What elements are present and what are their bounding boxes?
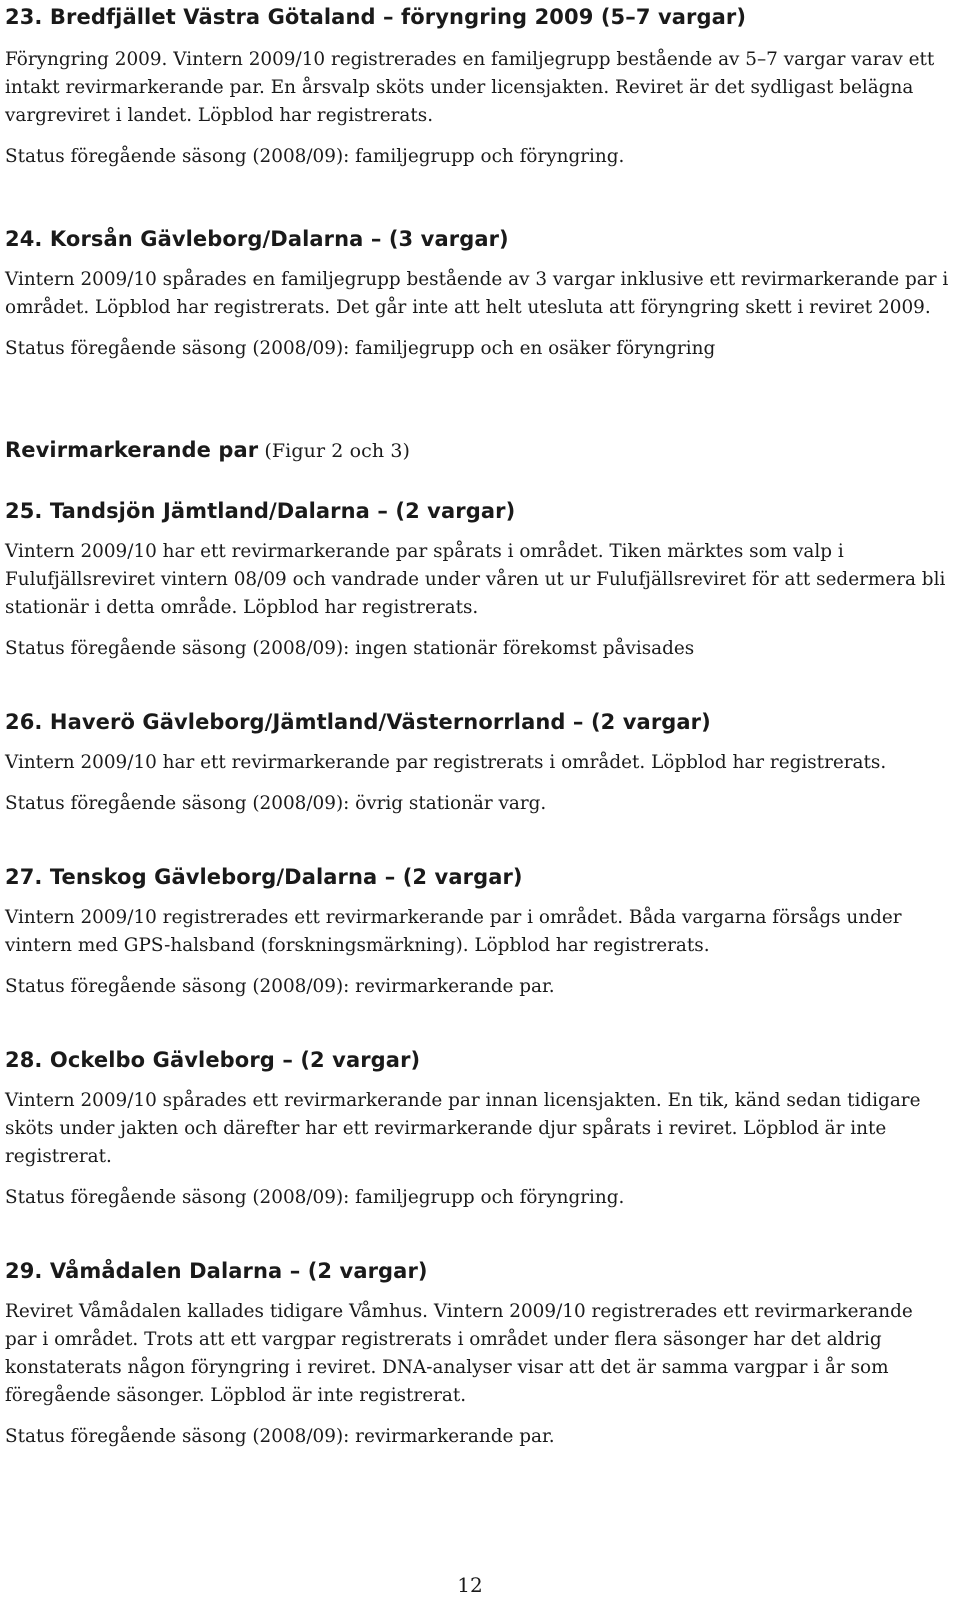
figure-reference: (Figur 2 och 3) — [258, 440, 411, 462]
section-heading: 28. Ockelbo Gävleborg – (2 vargar) — [5, 1048, 421, 1072]
subheading-revirmarkerande-par — [5, 437, 950, 464]
section-body: Vintern 2009/10 har ett revirmarkerande par spårats i området. Tiken märktes som valp i Fulufjällsreviret vintern 08/09 och vandrade under våren ut ur Fulufjällsreviret för att sedermera bli stationär i detta område. Löpblod har registrerats. — [5, 541, 946, 618]
section-heading: 29. Våmådalen Dalarna – (2 vargar) — [5, 1259, 428, 1283]
section-body: Vintern 2009/10 registrerades ett revirmarkerande par i området. Båda vargarna försågs under vintern med GPS-halsband (forskningsmärkning). Löpblod har registrerats. — [5, 907, 902, 956]
section-heading: 25. Tandsjön Jämtland/Dalarna – (2 vargar) — [5, 499, 516, 523]
section-heading: 23. Bredfjället Västra Götaland – föryngring 2009 (5–7 vargar) — [5, 5, 747, 29]
section-27-tenskog — [5, 864, 950, 1001]
section-status: Status föregående säsong (2008/09): ingen stationär förekomst påvisades — [5, 638, 695, 659]
section-26-havero — [5, 709, 950, 818]
section-body: Föryngring 2009. Vintern 2009/10 registrerades en familjegrupp bestående av 5–7 vargar varav ett intakt revirmarkerande par. En årsvalp sköts under licensjakten. Reviret är det sydligast belägna vargreviret i landet. Löpblod har registrerats. — [5, 49, 935, 126]
section-body: Reviret Våmådalen kallades tidigare Våmhus. Vintern 2009/10 registrerades ett revirmarkerande par i området. Trots att ett vargpar registrerats i området under flera säsonger har det aldrig konstaterats någon föryngring i reviret. DNA-analyser visar att det är samma vargpar i år som föregående säsonger. Löpblod är inte registrerat. — [5, 1301, 913, 1406]
section-status: Status föregående säsong (2008/09): revirmarkerande par. — [5, 976, 555, 997]
section-heading: 26. Haverö Gävleborg/Jämtland/Västernorrland – (2 vargar) — [5, 710, 711, 734]
section-body: Vintern 2009/10 spårades ett revirmarkerande par innan licensjakten. En tik, känd sedan tidigare sköts under jakten och därefter har ett revirmarkerande djur spårats i reviret. Löpblod är inte registrerat. — [5, 1090, 921, 1167]
category-heading — [5, 437, 950, 464]
section-status: Status föregående säsong (2008/09): familjegrupp och en osäker föryngring — [5, 338, 716, 359]
section-23-bredfjallet — [5, 4, 950, 171]
section-heading: 27. Tenskog Gävleborg/Dalarna – (2 vargar) — [5, 865, 523, 889]
section-status: Status föregående säsong (2008/09): familjegrupp och föryngring. — [5, 146, 625, 167]
section-29-vamadalen — [5, 1258, 950, 1451]
page-number: 12 — [457, 1573, 483, 1597]
section-status: Status föregående säsong (2008/09): revirmarkerande par. — [5, 1426, 555, 1447]
section-body: Vintern 2009/10 har ett revirmarkerande par registrerats i området. Löpblod har registrerats. — [5, 752, 887, 773]
section-24-korsan — [5, 226, 950, 363]
section-status: Status föregående säsong (2008/09): familjegrupp och föryngring. — [5, 1187, 625, 1208]
section-body: Vintern 2009/10 spårades en familjegrupp bestående av 3 vargar inklusive ett revirmarkerande par i området. Löpblod har registrerats. Det går inte att helt utesluta att föryngring skett i reviret 2009. — [5, 269, 949, 318]
section-heading: 24. Korsån Gävleborg/Dalarna – (3 vargar) — [5, 227, 509, 251]
section-status: Status föregående säsong (2008/09): övrig stationär varg. — [5, 793, 547, 814]
category-heading-title: Revirmarkerande par — [5, 438, 259, 462]
section-25-tandsjon — [5, 498, 950, 663]
section-28-ockelbo — [5, 1047, 950, 1212]
